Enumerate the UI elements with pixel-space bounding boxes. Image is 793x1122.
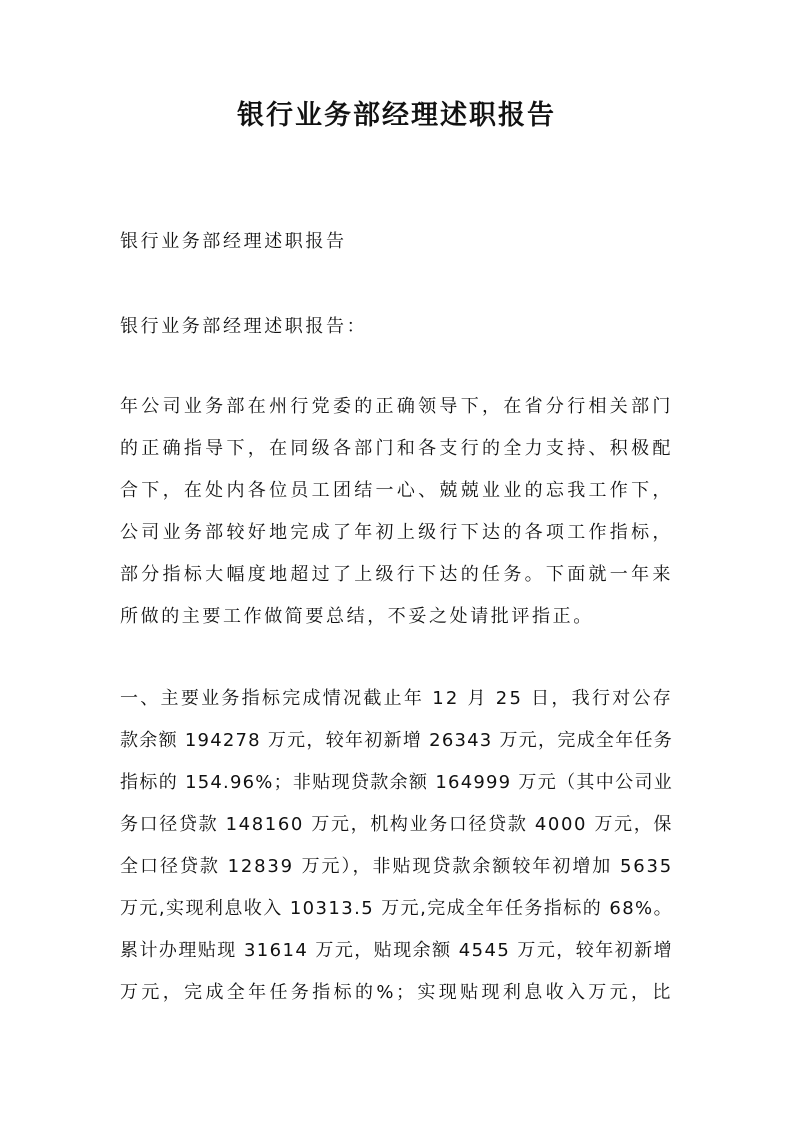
paragraph-1-line: 部分指标大幅度地超过了上级行下达的任务。下面就一年来 (120, 564, 673, 585)
paragraph-2-line: 一、主要业务指标完成情况截止年 12 月 25 日，我行对公存 (120, 688, 673, 709)
paragraph-1-line: 公司业务部较好地完成了年初上级行下达的各项工作指标， (120, 522, 673, 543)
paragraph-2-line: 务口径贷款 148160 万元，机构业务口径贷款 4000 万元，保 (120, 814, 673, 835)
paragraph-2-line: 万元，完成全年任务指标的%；实现贴现利息收入万元，比 (120, 982, 673, 1003)
paragraph-2-line: 万元,实现利息收入 10313.5 万元,完成全年任务指标的 68%。 (120, 898, 673, 919)
salutation: 银行业务部经理述职报告： (120, 316, 368, 337)
paragraph-2-line: 款余额 194278 万元，较年初新增 26343 万元，完成全年任务 (120, 730, 673, 751)
document-subtitle: 银行业务部经理述职报告 (120, 231, 347, 252)
paragraph-1-line: 的正确指导下，在同级各部门和各支行的全力支持、积极配 (120, 438, 673, 459)
paragraph-2-line: 全口径贷款 12839 万元），非贴现贷款余额较年初增加 5635 (120, 856, 673, 877)
document-title: 银行业务部经理述职报告 (237, 100, 556, 131)
paragraph-2-line: 累计办理贴现 31614 万元，贴现余额 4545 万元，较年初新增 (120, 940, 673, 961)
paragraph-1-line: 年公司业务部在州行党委的正确领导下，在省分行相关部门 (120, 396, 673, 417)
paragraph-2-line: 指标的 154.96%；非贴现贷款余额 164999 万元（其中公司业 (120, 772, 673, 793)
paragraph-1-line: 所做的主要工作做简要总结，不妥之处请批评指正。 (120, 606, 594, 627)
paragraph-1-line: 合下，在处内各位员工团结一心、兢兢业业的忘我工作下， (120, 480, 673, 501)
